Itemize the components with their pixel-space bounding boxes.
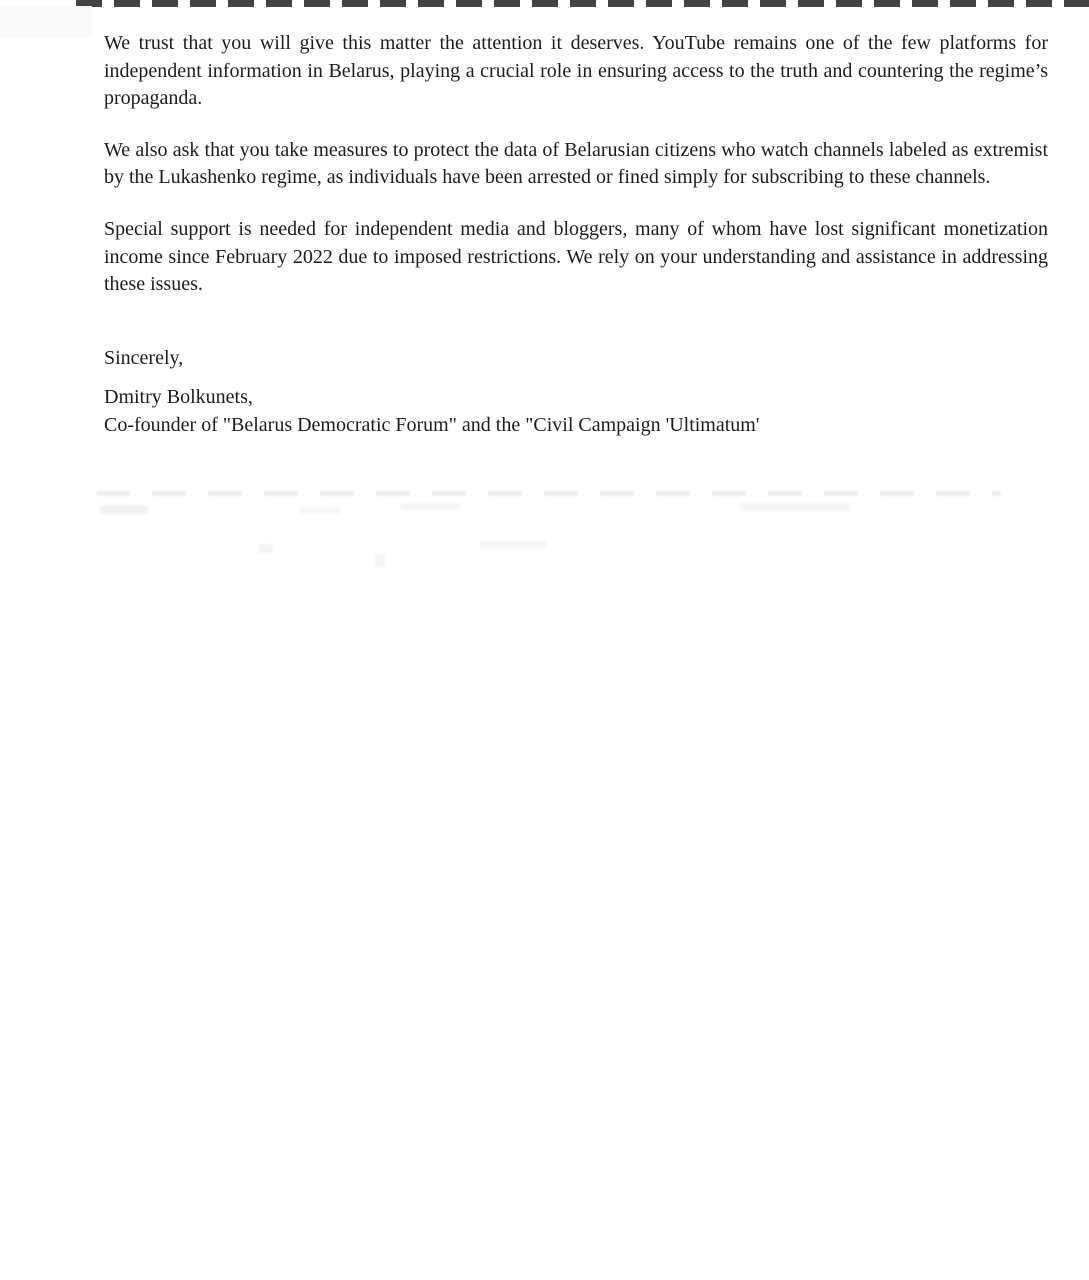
paragraph-data-protection: We also ask that you take measures to protect the data of Belarusian citizens who watch channels labeled as extremist by the Lukashenko regime, as individuals have been arrested or fined simply for subscribing to these channels. [104,138,1048,189]
erased-text-remnant [300,508,340,513]
erased-text-remnant [96,491,1001,496]
erased-text-remnant [400,503,460,510]
scan-shade-artifact [0,6,92,38]
cropped-text-remnant-strip [76,0,1089,7]
closing-salutation: Sincerely, [104,346,184,369]
signature-name: Dmitry Bolkunets, [104,386,253,409]
signature-title: Co-founder of "Belarus Democratic Forum" and the "Civil Campaign 'Ultimatum' [104,413,760,436]
erased-text-remnant [100,505,148,514]
paragraph-youtube-importance: We trust that you will give this matter the attention it deserves. YouTube remains one of the few platforms for independent information in Belarus, playing a crucial role in ensuring access to the truth and countering the regime’s propaganda. [104,32,1048,110]
erased-text-remnant [480,541,546,548]
erased-text-remnant [740,503,850,511]
letter-body [104,30,1048,440]
paragraph-monetization-support: Special support is needed for independent media and bloggers, many of whom have lost significant monetization income since February 2022 due to imposed restrictions. We rely on your understanding and assistance in addressing these issues. [104,217,1048,296]
erased-text-remnant [258,544,273,553]
erased-text-remnant [375,554,385,567]
